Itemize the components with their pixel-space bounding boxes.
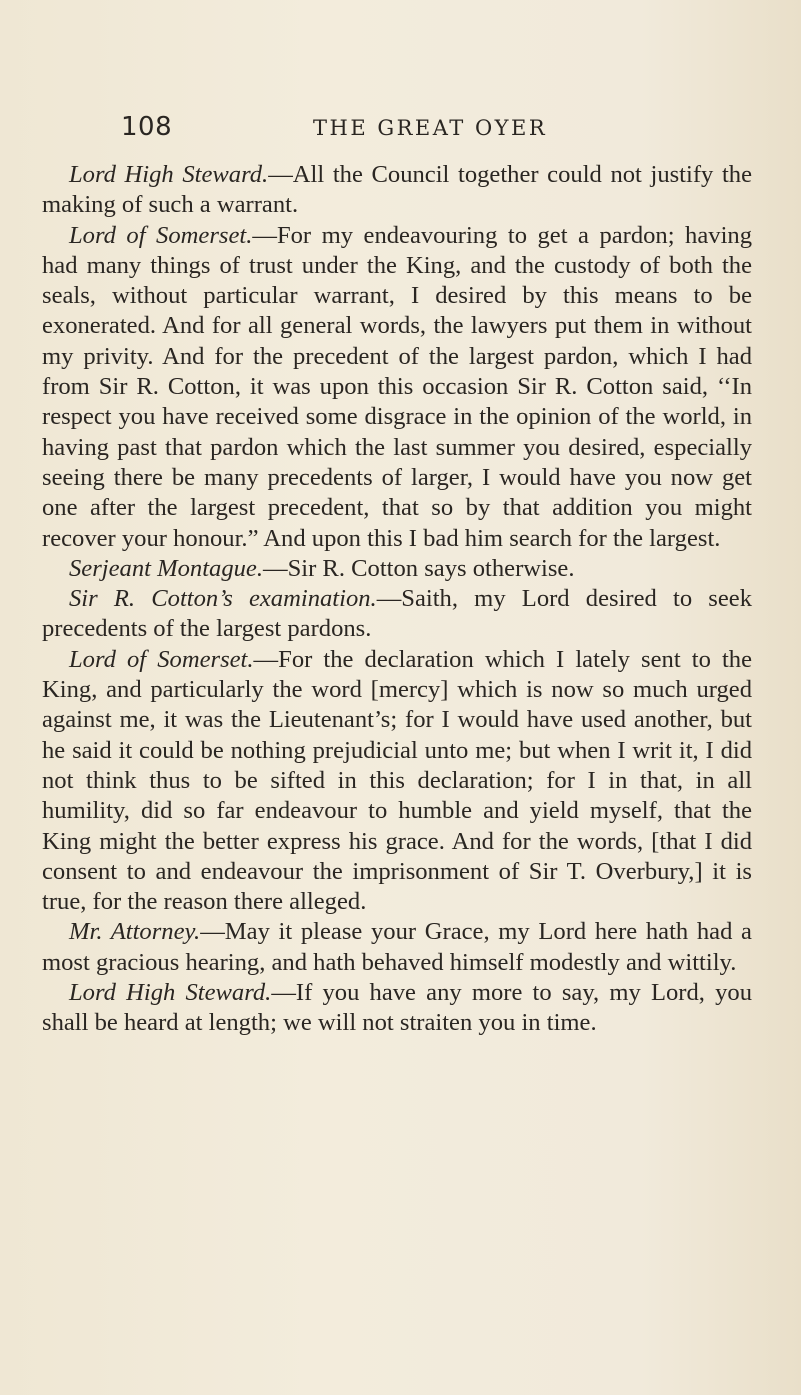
speech-text: —Sir R. Cotton says otherwise.	[262, 554, 575, 582]
paragraph	[42, 917, 752, 978]
paragraph	[42, 584, 752, 645]
paragraph	[42, 160, 752, 221]
speaker-name: Serjeant Montague.	[69, 554, 263, 582]
speaker-name: Lord of Somerset.	[69, 221, 253, 249]
paragraph	[42, 645, 752, 918]
speech-text: —Saith, my Lord desired to seek precedents of the largest pardons.	[42, 585, 753, 643]
body-text	[42, 160, 752, 1039]
speaker-name: Sir R. Cotton’s examination.	[69, 585, 377, 613]
speaker-name: Lord of Somerset.	[69, 645, 254, 673]
speaker-name: Mr. Attorney.	[69, 918, 201, 946]
speaker-name: Lord High Steward.	[69, 979, 272, 1007]
page-header	[121, 112, 681, 152]
paragraph	[42, 978, 752, 1039]
speech-text: —All the Council together could not justify the making of such a warrant.	[42, 161, 752, 219]
speech-text: —If you have any more to say, my Lord, you shall be heard at length; we will not straiten you in time.	[42, 979, 753, 1037]
speech-text: —For the declaration which I lately sent to the King, and particularly the word [mercy] which is now so much urged against me, it was the Lieutenant’s; for I would have used another, but he said it could be nothing prejudicial unto me; but when I writ it, I did not think thus to be sifted in this declaration; for I in that, in all humility, did so far endeavour to humble and yield myself, that the King might the better express his grace. And for the words, [that I did consent to and endeavour the imprisonment of Sir T. Overbury,] it is true, for the reason there alleged.	[42, 645, 752, 916]
paragraph	[42, 221, 752, 554]
speech-text: —May it please your Grace, my Lord here hath had a most gracious hearing, and hath behaved himself modestly and wittily.	[42, 918, 752, 976]
speech-text: —For my endeavouring to get a pardon; having had many things of trust under the King, and the custody of both the seals, without particular warrant, I desired by this means to be exonerated. And for all general words, the lawyers put them in without my privity. And for the precedent of the largest pardon, which I had from Sir R. Cotton, it was upon this occasion Sir R. Cotton said, ‘‘In respect you have received some disgrace in the opinion of the world, in having past that pardon which the last summer you desired, especially seeing there be many precedents of larger, I would have you now get one after the largest precedent, that so by that addition you might recover your honour.” And upon this I bad him search for the largest.	[42, 221, 752, 552]
page-number: 108	[121, 112, 173, 142]
speaker-name: Lord High Steward.	[69, 161, 269, 188]
running-title: THE GREAT OYER	[313, 116, 548, 140]
paragraph	[42, 554, 752, 584]
